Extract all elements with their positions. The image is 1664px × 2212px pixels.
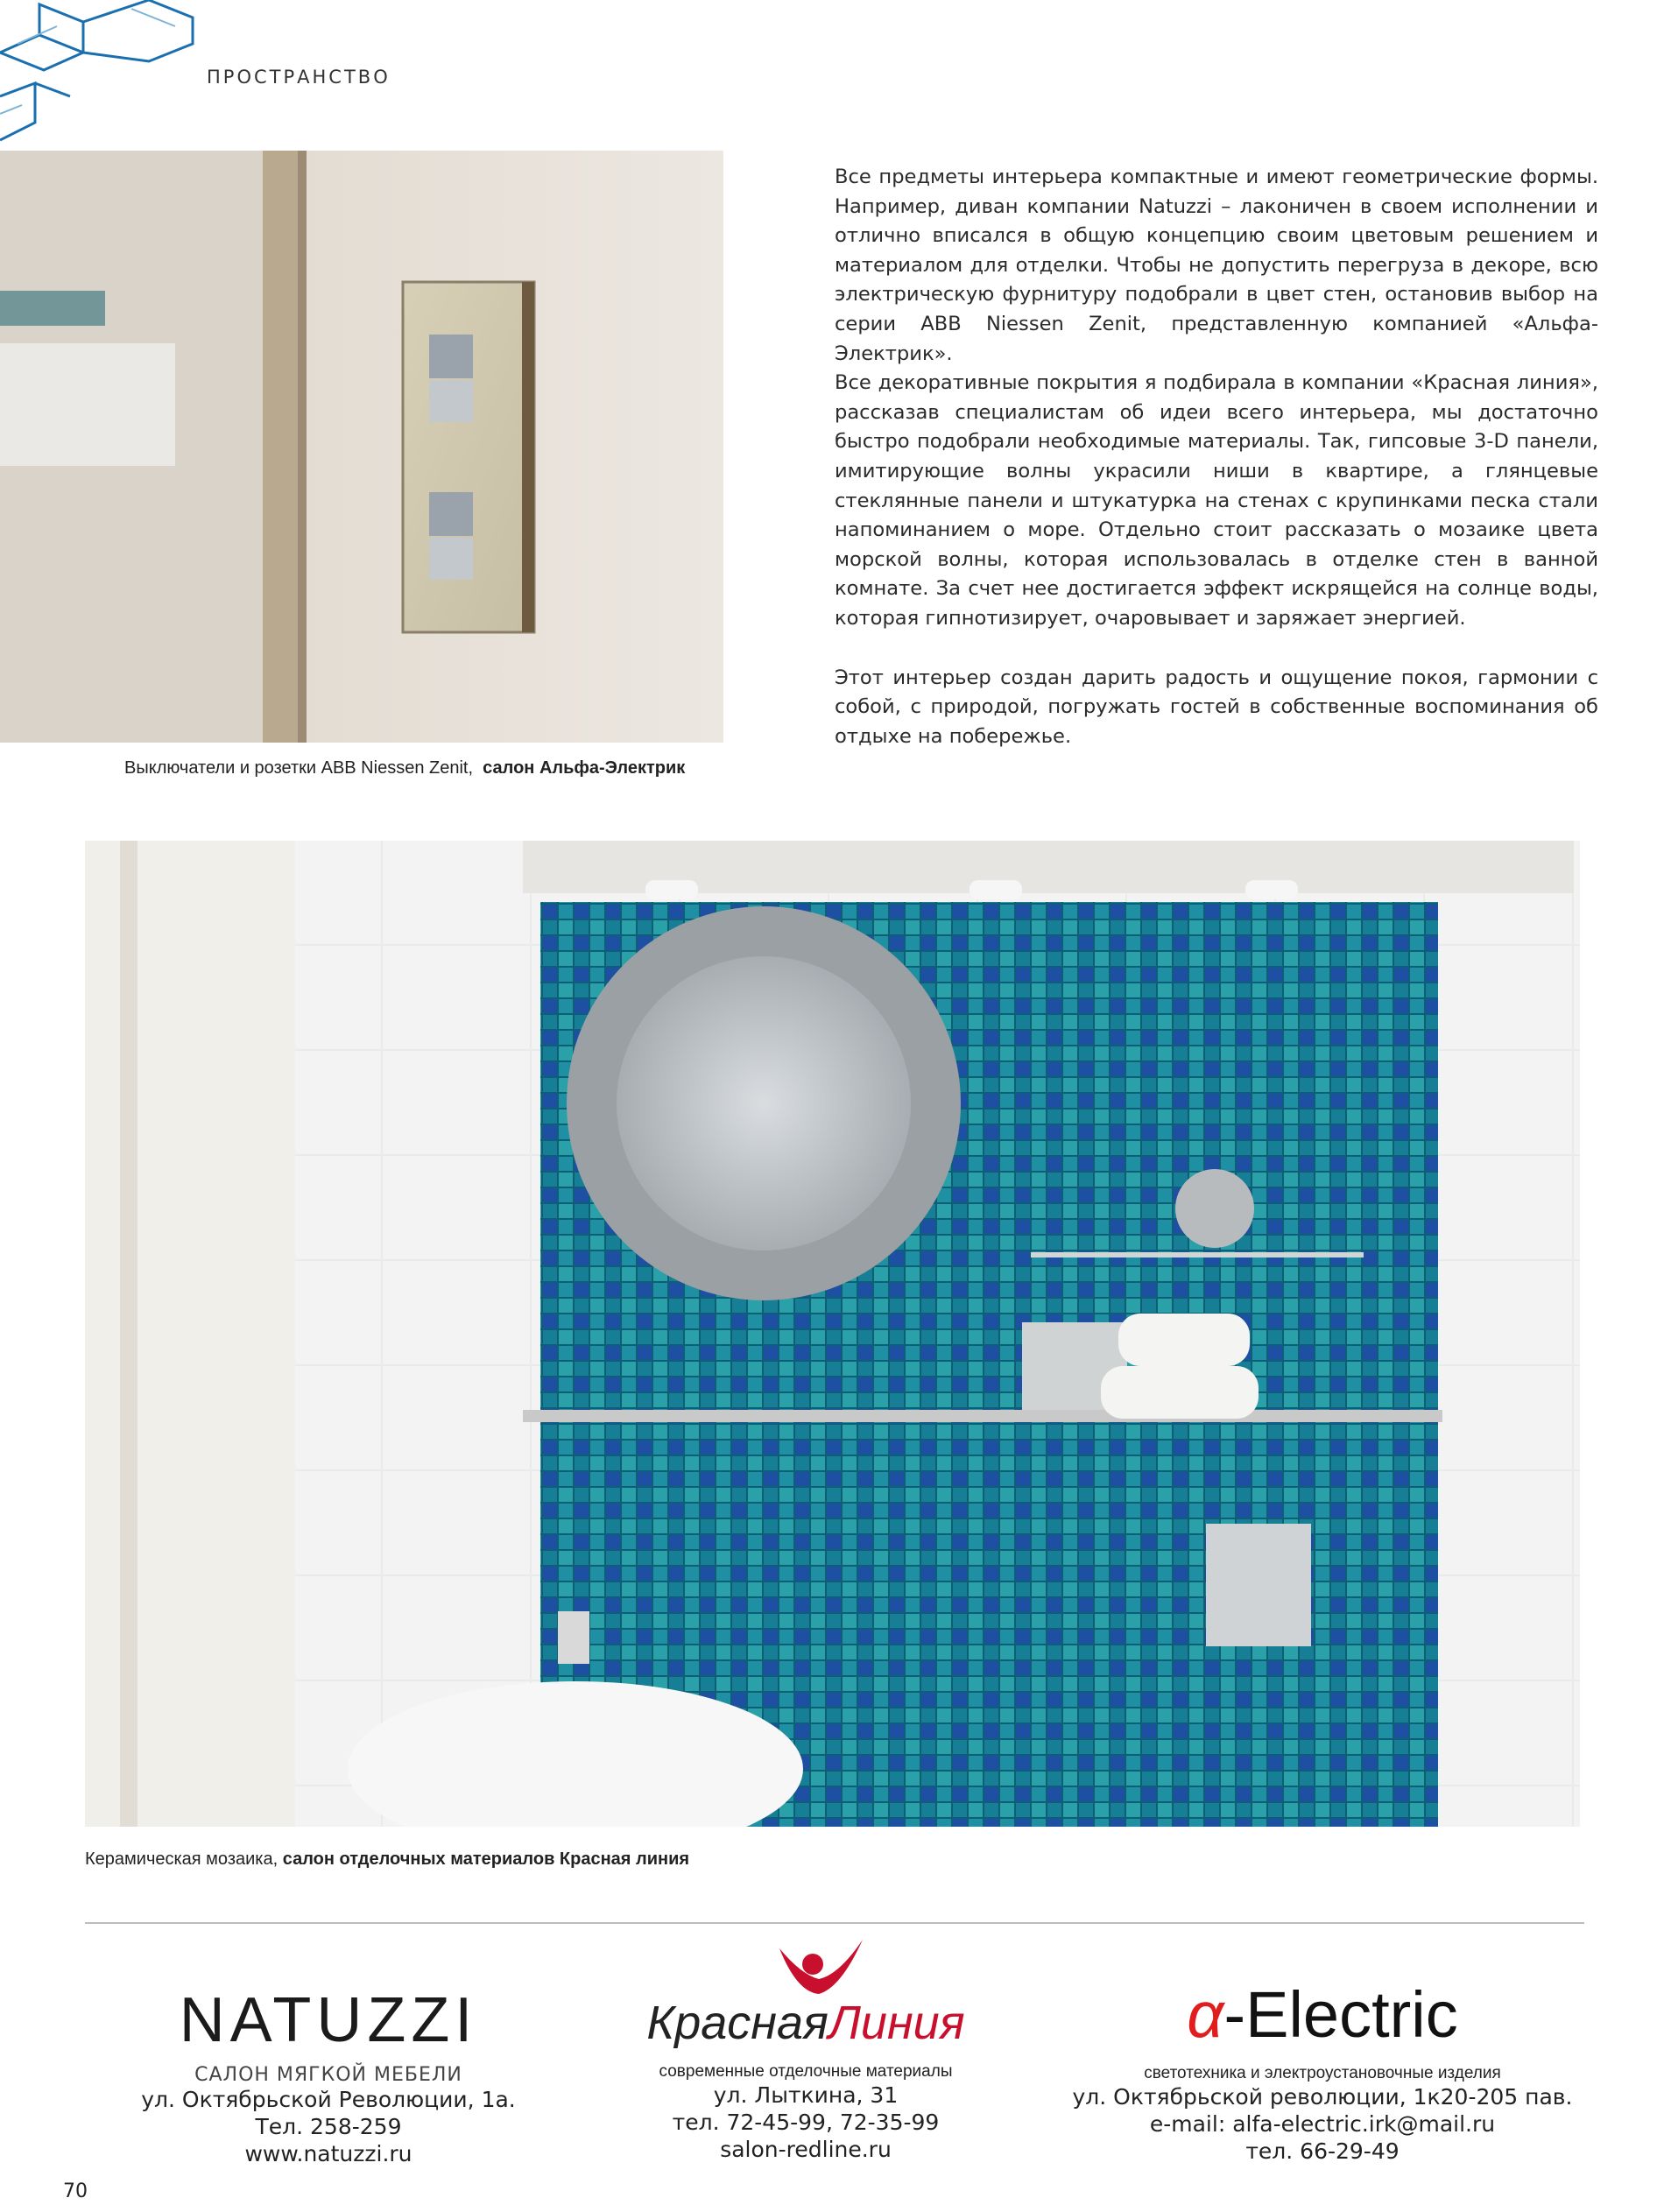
article-paragraph-1: Все предметы интерьера компактные и имеют геометрические формы. Например, диван компании Natuzzi – лаконичен в своем исполнении и отлично вписался в общую концепцию своим цветовым решением и материалом для отделки. Чтобы не допустить перегруза в декоре, всю электрическую фурнитуру подобрали в цвет стен, остановив выбор на серии ABB Niessen Zenit, представленную компанией «Альфа-Электрик».: [835, 166, 1598, 365]
alfa-logo-alpha: α: [1187, 1978, 1224, 2051]
bathroom-caption: [85, 1849, 689, 1870]
natuzzi-phone: Тел. 258-259: [255, 2114, 402, 2139]
natuzzi-website[interactable]: www.natuzzi.ru: [244, 2141, 412, 2166]
natuzzi-ad: [131, 1940, 525, 2167]
natuzzi-address: ул. Октябрьской Революции, 1а.: [141, 2087, 516, 2112]
alfa-address: ул. Октябрьской революции, 1к20-205 пав.: [1072, 2084, 1573, 2110]
redline-logo-part-2: Линия: [828, 1997, 965, 2049]
alfa-subtitle: светотехника и электроустановочные изделия: [1144, 2064, 1501, 2082]
alfa-electric-logo: [1068, 1973, 1576, 2057]
article-body: [835, 163, 1598, 751]
article-paragraph-3: Этот интерьер создан дарить радость и ощущение покоя, гармонии с собой, с природой, погружать гостей в собственные воспоминания об отдыхе на побережье.: [835, 666, 1598, 748]
switches-photo: [0, 151, 723, 743]
bathroom-caption-bold: салон отделочных материалов Красная линия: [282, 1849, 690, 1869]
redline-logo: [604, 1992, 1007, 2053]
redline-subtitle: современные отделочные материалы: [659, 2062, 953, 2081]
footer-divider: [85, 1922, 1584, 1924]
natuzzi-logo: NATUZZI: [179, 1985, 478, 2055]
switches-caption-bold: салон Альфа-Электрик: [483, 758, 686, 778]
bathroom-caption-regular: Керамическая мозаика,: [85, 1849, 279, 1869]
page-number: 70: [63, 2180, 88, 2202]
corner-geometric-logo: [0, 0, 201, 153]
article-paragraph-2: Все декоративные покрытия я подбирала в компании «Красная линия», рассказав специалистам об идеи всего интерьера, мы достаточно быстро подобрали необходимые материалы. Так, гипсовые 3-D панели, имитирующие волны украсили ниши в квартире, а глянцевые стеклянные панели и штукатурка на стенах с крупинками песка стали напоминанием о море. Отдельно стоит рассказать о мозаике цвета морской волны, которая использовалась в отделке стен в ванной комнате. За счет нее достигается эффект искрящейся на солнце воды, которая гипнотизирует, очаровывает и заряжает энергией.: [835, 371, 1598, 630]
redline-phone: тел. 72-45-99, 72-35-99: [672, 2110, 940, 2135]
bathroom-photo: [85, 841, 1580, 1827]
alfa-phone: тел. 66-29-49: [1245, 2138, 1400, 2164]
redline-address: ул. Лыткина, 31: [713, 2082, 899, 2108]
switches-caption: [124, 758, 685, 778]
redline-logo-block: [604, 1940, 1007, 2062]
alfa-electric-ad: [1068, 1940, 1576, 2165]
redline-ad: [604, 1940, 1007, 2163]
redline-website[interactable]: salon-redline.ru: [720, 2137, 892, 2162]
switches-caption-regular: Выключатели и розетки ABB Niessen Zenit,: [124, 758, 474, 778]
alfa-email[interactable]: e-mail: alfa-electric.irk@mail.ru: [1149, 2111, 1496, 2137]
natuzzi-subtitle: САЛОН МЯГКОЙ МЕБЕЛИ: [194, 2064, 462, 2086]
alfa-logo-rest: -Electric: [1223, 1978, 1458, 2051]
redline-logo-part-1: Красная: [646, 1997, 828, 2049]
section-label: ПРОСТРАНСТВО: [207, 67, 391, 88]
